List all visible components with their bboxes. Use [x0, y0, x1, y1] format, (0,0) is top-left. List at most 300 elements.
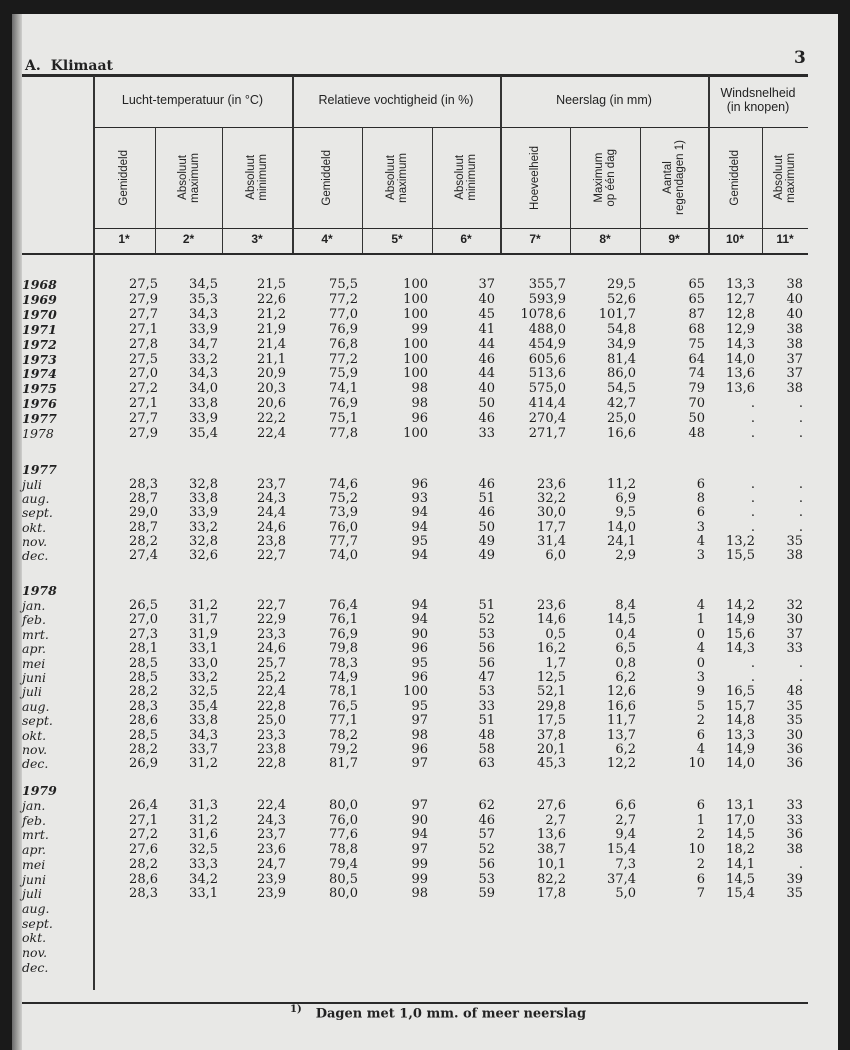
table-cell: 94	[411, 548, 428, 563]
table-cell: 32,8	[189, 477, 218, 492]
table-cell: 35,4	[189, 426, 218, 441]
table-cell: .	[750, 426, 755, 441]
table-cell: 31,2	[189, 812, 218, 828]
table-cell: 22,8	[257, 698, 286, 714]
table-cell: 100	[403, 351, 428, 367]
table-cell: 59	[478, 886, 495, 902]
table-cell: 16,6	[607, 698, 636, 714]
row-label: juni	[22, 670, 46, 685]
table-cell: 53	[478, 871, 495, 887]
table-cell: 271,7	[528, 426, 566, 441]
table-cell: 40	[478, 291, 495, 307]
table-cell: 6	[696, 871, 705, 887]
footnote-text: Dagen met 1,0 mm. of meer neerslag	[315, 1006, 587, 1022]
table-cell: 21,4	[257, 336, 286, 352]
table-cell: 95	[411, 698, 428, 714]
table-cell: 14,0	[726, 351, 755, 367]
table-cell: 28,5	[129, 655, 158, 671]
table-cell: 593,9	[528, 291, 566, 307]
table-cell: 46	[478, 505, 495, 521]
row-label: juli	[22, 477, 42, 492]
table-cell: 77,2	[329, 351, 358, 367]
row-label: aug.	[22, 491, 50, 507]
table-cell: 97	[411, 842, 428, 858]
table-cell: 22,6	[257, 291, 286, 307]
table-cell: 48	[786, 684, 803, 700]
table-cell: 77,2	[329, 291, 358, 307]
row-label: nov.	[22, 945, 48, 960]
table-cell: 13,6	[726, 366, 755, 382]
table-cell: 50	[478, 396, 495, 412]
table-cell: 97	[411, 713, 428, 729]
row-label: 1973	[22, 351, 57, 367]
year-label: 1979	[22, 783, 57, 798]
table-cell: 27,3	[129, 626, 158, 642]
table-cell: 414,4	[528, 396, 566, 412]
row-label: 1978	[22, 426, 54, 441]
table-cell: 87	[688, 306, 705, 322]
table-cell: 22,4	[257, 684, 286, 700]
column-group-header: Neerslag (in mm)	[556, 93, 652, 107]
table-cell: 26,4	[129, 798, 158, 813]
table-cell: 0,8	[615, 655, 636, 671]
row-label: aug.	[22, 900, 50, 916]
table-cell: 35	[786, 886, 803, 902]
table-cell: 30	[786, 727, 803, 743]
table-cell: .	[750, 411, 755, 427]
table-cell: 81,4	[607, 351, 636, 367]
table-cell: 15,4	[726, 886, 755, 902]
table-cell: 76,9	[329, 396, 358, 412]
table-cell: 31,2	[189, 756, 218, 772]
table-cell: 86,0	[607, 366, 636, 382]
table-cell: 100	[403, 336, 428, 352]
table-cell: 38	[786, 321, 803, 337]
table-cell: 62	[478, 798, 495, 813]
table-cell: 52,1	[537, 684, 566, 700]
table-cell: 13,7	[607, 727, 636, 743]
table-cell: 14,3	[726, 336, 755, 352]
table-cell: 10,1	[537, 856, 566, 872]
table-cell: 31,3	[189, 798, 218, 813]
table-cell: 36	[786, 756, 803, 772]
table-cell: 33,1	[189, 886, 218, 902]
table-cell: 56	[478, 856, 495, 872]
column-number: 8*	[599, 232, 611, 246]
row-label: 1971	[22, 321, 57, 337]
table-cell: 94	[411, 519, 428, 535]
column-header	[500, 129, 570, 226]
table-cell: 45	[478, 306, 495, 322]
table-cell: 96	[411, 641, 428, 657]
page-number: 3	[794, 48, 806, 68]
table-cell: 28,5	[129, 727, 158, 743]
table-cell: 12,8	[726, 306, 755, 322]
table-cell: 26,9	[129, 756, 158, 772]
table-cell: 39	[786, 871, 803, 887]
table-cell: 70	[688, 396, 705, 412]
table-cell: 14,8	[726, 713, 755, 729]
column-header-label: Aantal regendagen 1)	[662, 140, 686, 215]
table-cell: 90	[411, 626, 428, 642]
table-cell: 4	[696, 598, 705, 613]
year-label: 1977	[22, 462, 57, 477]
table-cell: 53	[478, 626, 495, 642]
section-name: Klimaat	[50, 58, 113, 74]
table-cell: 79,4	[329, 856, 358, 872]
table-cell: .	[798, 519, 803, 535]
table-cell: 101,7	[598, 306, 636, 322]
table-cell: 74,0	[329, 548, 358, 563]
row-label: nov.	[22, 533, 48, 549]
table-cell: 32	[786, 598, 803, 613]
table-cell: 33,7	[189, 742, 218, 757]
table-cell: 78,2	[329, 727, 358, 743]
table-cell: .	[750, 491, 755, 507]
table-cell: 35	[786, 533, 803, 549]
table-cell: 34,0	[189, 381, 218, 397]
column-header-label: Maximum op één dag	[593, 148, 617, 207]
table-cell: 33,0	[189, 655, 218, 671]
table-cell: 13,3	[726, 727, 755, 743]
table-cell: 28,2	[129, 742, 158, 757]
table-cell: 22,7	[257, 548, 286, 563]
row-label: okt.	[22, 727, 47, 743]
table-cell: 3	[696, 519, 705, 535]
table-cell: 76,9	[329, 321, 358, 337]
row-label: jan.	[22, 798, 46, 813]
table-cell: 32,2	[537, 491, 566, 507]
table-cell: 33	[478, 426, 495, 441]
table-cell: 23,8	[257, 533, 286, 549]
column-header	[155, 129, 222, 226]
table-cell: 42,7	[607, 396, 636, 412]
table-cell: 605,6	[528, 351, 566, 367]
table-cell: 37,8	[537, 727, 566, 743]
table-cell: 76,9	[329, 626, 358, 642]
table-cell: 98	[411, 886, 428, 902]
table-cell: 28,2	[129, 533, 158, 549]
table-cell: 57	[478, 827, 495, 843]
table-cell: 46	[478, 812, 495, 828]
table-cell: 58	[478, 742, 495, 757]
column-header	[708, 129, 762, 226]
table-cell: 29,0	[129, 505, 158, 521]
table-cell: 76,1	[329, 612, 358, 628]
table-cell: 35,3	[189, 291, 218, 307]
column-number: 10*	[725, 232, 745, 246]
table-cell: 27,2	[129, 827, 158, 843]
table-cell: .	[750, 505, 755, 521]
table-cell: 32,8	[189, 533, 218, 549]
table-cell: 48	[688, 426, 705, 441]
table-cell: 27,1	[129, 321, 158, 337]
row-label: 1976	[22, 396, 57, 412]
table-cell: 27,1	[129, 396, 158, 412]
table-cell: 33,9	[189, 321, 218, 337]
table-cell: .	[750, 396, 755, 412]
table-cell: 99	[411, 856, 428, 872]
row-label: dec.	[22, 548, 49, 563]
row-label: juni	[22, 871, 46, 887]
table-cell: 27,0	[129, 612, 158, 628]
column-number: 4*	[321, 232, 333, 246]
table-cell: 16,5	[726, 684, 755, 700]
table-cell: 9	[696, 684, 705, 700]
row-label: mrt.	[22, 827, 49, 843]
table-cell: 46	[478, 351, 495, 367]
table-cell: 76,4	[329, 598, 358, 613]
table-cell: 79,8	[329, 641, 358, 657]
table-cell: 38,7	[537, 842, 566, 858]
column-number: 7*	[529, 232, 541, 246]
column-header	[762, 129, 808, 226]
table-cell: 14,5	[726, 827, 755, 843]
table-cell: 100	[403, 291, 428, 307]
table-cell: 52	[478, 612, 495, 628]
table-cell: 21,1	[257, 351, 286, 367]
table-cell: 33	[786, 798, 803, 813]
row-label: 1970	[22, 306, 57, 322]
table-cell: 13,6	[537, 827, 566, 843]
table-cell: 28,2	[129, 684, 158, 700]
table-cell: 56	[478, 641, 495, 657]
table-cell: 31,7	[189, 612, 218, 628]
table-cell: 65	[688, 277, 705, 292]
column-header	[570, 129, 640, 226]
table-cell: 25,0	[607, 411, 636, 427]
table-cell: 49	[478, 548, 495, 563]
table-cell: 6	[696, 477, 705, 492]
table-cell: 11,2	[607, 477, 636, 492]
table-cell: 95	[411, 655, 428, 671]
table-cell: 14,5	[726, 871, 755, 887]
table-cell: 32,5	[189, 842, 218, 858]
table-cell: 15,6	[726, 626, 755, 642]
table-cell: 5,0	[615, 886, 636, 902]
table-cell: 2,9	[615, 548, 636, 563]
table-cell: 33,2	[189, 351, 218, 367]
column-header-label: Absoluut maximum	[385, 152, 409, 203]
table-cell: 2,7	[615, 812, 636, 828]
table-cell: 51	[478, 491, 495, 507]
table-cell: 6	[696, 727, 705, 743]
table-cell: 21,5	[257, 277, 286, 292]
table-cell: 17,0	[726, 812, 755, 828]
table-cell: 31,2	[189, 598, 218, 613]
row-label: mrt.	[22, 626, 49, 642]
table-cell: 8,4	[615, 598, 636, 613]
table-cell: 79	[688, 381, 705, 397]
table-cell: 34,7	[189, 336, 218, 352]
table-cell: 454,9	[528, 336, 566, 352]
table-cell: 20,6	[257, 396, 286, 412]
table-cell: 49	[478, 533, 495, 549]
table-cell: .	[798, 505, 803, 521]
table-cell: 15,7	[726, 698, 755, 714]
table-cell: 51	[478, 713, 495, 729]
table-cell: 35	[786, 713, 803, 729]
table-cell: 98	[411, 727, 428, 743]
footnote	[290, 1004, 586, 1021]
column-header-label: Gemiddeld	[321, 149, 333, 206]
table-cell: 48	[478, 727, 495, 743]
table-cell: 12,5	[537, 670, 566, 685]
row-label: apr.	[22, 641, 47, 657]
table-cell: 1078,6	[520, 306, 566, 322]
table-cell: 14,2	[726, 598, 755, 613]
table-cell: 76,8	[329, 336, 358, 352]
table-cell: 23,3	[257, 727, 286, 743]
subheader-rule	[93, 228, 808, 229]
table-cell: 74,6	[329, 477, 358, 492]
table-cell: 27,0	[129, 366, 158, 382]
table-cell: 96	[411, 477, 428, 492]
table-cell: 20,1	[537, 742, 566, 757]
table-cell: 18,2	[726, 842, 755, 858]
table-cell: 24,7	[257, 856, 286, 872]
table-cell: 31,4	[537, 533, 566, 549]
table-cell: 34,3	[189, 727, 218, 743]
table-cell: 13,3	[726, 277, 755, 292]
row-label: apr.	[22, 842, 47, 858]
table-cell: 56	[478, 655, 495, 671]
table-cell: 100	[403, 366, 428, 382]
table-cell: 37	[786, 366, 803, 382]
row-label: dec.	[22, 756, 49, 772]
row-label: nov.	[22, 742, 48, 757]
table-cell: 22,2	[257, 411, 286, 427]
table-cell: 75,5	[329, 277, 358, 292]
table-cell: 99	[411, 871, 428, 887]
column-number: 2*	[182, 232, 195, 246]
table-cell: 100	[403, 277, 428, 292]
row-label: dec.	[22, 959, 49, 975]
table-cell: 575,0	[528, 381, 566, 397]
table-cell: 24,3	[257, 491, 286, 507]
table-cell: 17,8	[537, 886, 566, 902]
table-cell: 54,8	[607, 321, 636, 337]
table-cell: 46	[478, 411, 495, 427]
table-cell: 6,2	[615, 742, 636, 757]
table-cell: 77,0	[329, 306, 358, 322]
table-cell: 3	[696, 670, 705, 685]
table-cell: 95	[411, 533, 428, 549]
table-cell: 6,2	[615, 670, 636, 685]
table-cell: 78,1	[329, 684, 358, 700]
column-header	[432, 129, 500, 226]
row-label: feb.	[22, 812, 46, 828]
table-cell: 355,7	[528, 277, 566, 292]
table-cell: .	[798, 396, 803, 412]
column-number: 6*	[460, 232, 472, 246]
column-number: 11*	[776, 232, 794, 246]
table-cell: 100	[403, 684, 428, 700]
row-label: 1977	[22, 411, 57, 427]
row-label: jan.	[22, 598, 46, 613]
table-cell: 23,7	[257, 827, 286, 843]
table-cell: 94	[411, 598, 428, 613]
table-cell: 34,5	[189, 277, 218, 292]
table-cell: 41	[478, 321, 495, 337]
table-cell: 27,4	[129, 548, 158, 563]
table-cell: 75,9	[329, 366, 358, 382]
table-cell: 28,7	[129, 519, 158, 535]
table-cell: 38	[786, 842, 803, 858]
table-cell: 51	[478, 598, 495, 613]
row-label: sept.	[22, 713, 53, 729]
table-cell: 35	[786, 698, 803, 714]
table-cell: 78,3	[329, 655, 358, 671]
table-cell: 27,9	[129, 291, 158, 307]
table-cell: 2	[696, 827, 705, 843]
table-cell: 38	[786, 381, 803, 397]
table-cell: 22,4	[257, 426, 286, 441]
table-cell: 32,6	[189, 548, 218, 563]
row-label: 1969	[22, 291, 57, 307]
table-cell: 14,1	[726, 856, 755, 872]
table-cell: .	[750, 655, 755, 671]
table-cell: 64	[688, 351, 705, 367]
table-cell: 28,1	[129, 641, 158, 657]
document-page	[12, 14, 838, 1050]
row-label: feb.	[22, 612, 46, 628]
row-label: okt.	[22, 930, 47, 946]
table-cell: 37	[478, 277, 495, 292]
table-cell: 12,2	[607, 756, 636, 772]
table-cell: 11,7	[607, 713, 636, 729]
table-cell: 40	[786, 306, 803, 322]
row-label: juli	[22, 684, 42, 700]
table-cell: 27,7	[129, 411, 158, 427]
table-cell: 21,9	[257, 321, 286, 337]
table-top-rule	[22, 74, 808, 77]
table-cell: 52,6	[607, 291, 636, 307]
column-header-label: Gemiddeld	[118, 149, 130, 206]
table-cell: 27,2	[129, 381, 158, 397]
table-cell: 25,7	[257, 655, 286, 671]
column-header-label: Absoluut maximum	[176, 152, 201, 203]
table-cell: 23,3	[257, 626, 286, 642]
table-cell: 1	[696, 812, 705, 828]
table-cell: .	[750, 519, 755, 535]
table-cell: 44	[478, 366, 495, 382]
table-cell: 77,8	[329, 426, 358, 441]
table-cell: .	[798, 411, 803, 427]
table-cell: 30,0	[537, 505, 566, 521]
table-cell: 2,7	[545, 812, 566, 828]
table-cell: 23,9	[257, 886, 286, 902]
table-cell: 33,3	[189, 856, 218, 872]
table-cell: 74,9	[329, 670, 358, 685]
table-cell: 52	[478, 842, 495, 858]
table-cell: 76,5	[329, 698, 358, 714]
table-cell: 47	[478, 670, 495, 685]
table-cell: 99	[411, 321, 428, 337]
table-cell: 74,1	[329, 381, 358, 397]
table-cell: 77,1	[329, 713, 358, 729]
table-cell: 17,5	[537, 713, 566, 729]
table-cell: 44	[478, 336, 495, 352]
table-cell: 6,9	[615, 491, 636, 507]
table-cell: 5	[696, 698, 705, 714]
column-header	[640, 129, 708, 226]
table-cell: 13,1	[726, 798, 755, 813]
table-cell: 10	[688, 842, 705, 858]
table-cell: 75	[688, 336, 705, 352]
section-title	[25, 58, 113, 74]
row-label: aug.	[22, 698, 50, 714]
